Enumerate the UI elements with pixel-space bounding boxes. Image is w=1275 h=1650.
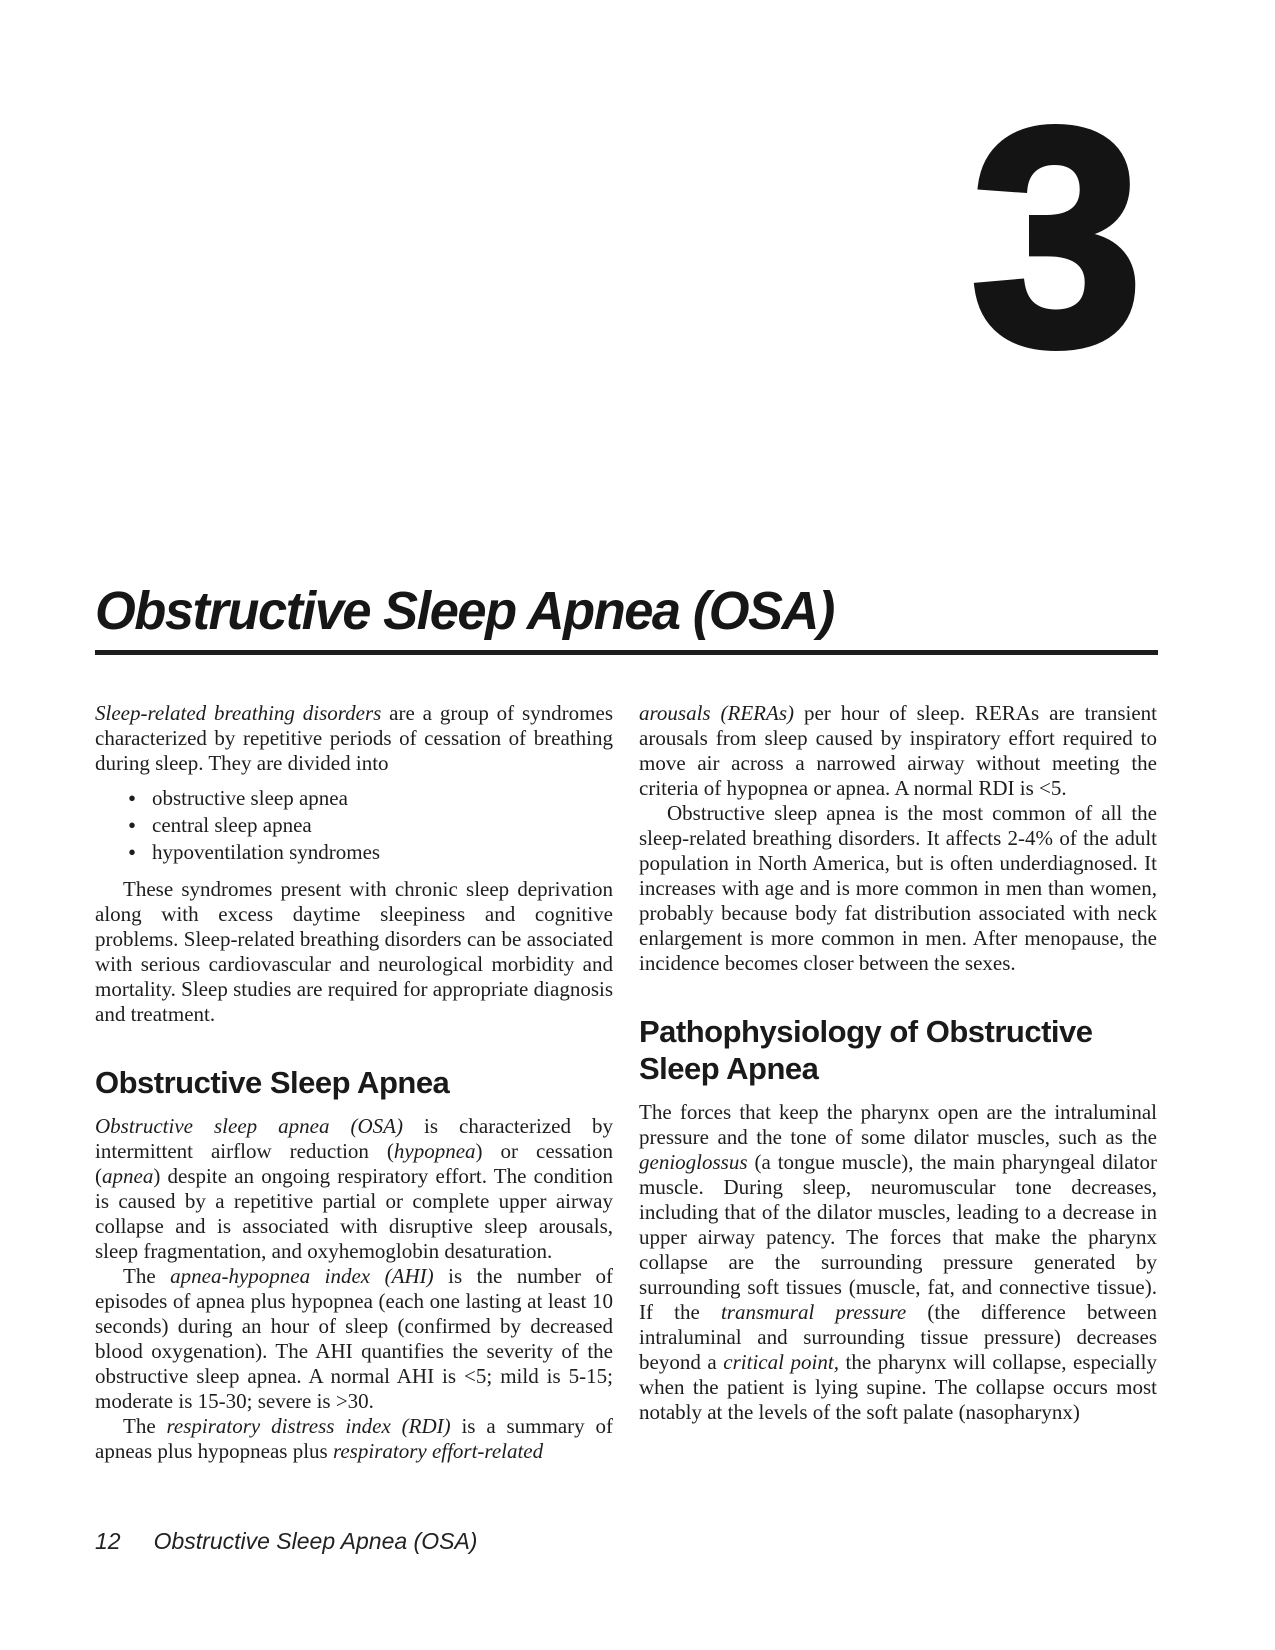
title-rule-divider [95, 650, 1158, 655]
body-paragraph: Obstructive sleep apnea is the most common of all the sleep-related breathing disorders. It affects 2-4% of the adult population in North America, but is often underdiagnosed. It increases with age and is more common in men than women, probably because body fat distribution associated with neck enlargement is more common in men. After menopause, the incidence becomes closer between the sexes. [639, 801, 1157, 975]
column-right [639, 701, 1157, 1464]
bullet-item: • obstructive sleep apnea [95, 785, 613, 812]
body-paragraph: The apnea-hypopnea index (AHI) is the number of episodes of apnea plus hypopnea (each one lasting at least 10 seconds) during an hour of sleep (confirmed by decreased blood oxygenation). The AHI quantifies the severity of the obstructive sleep apnea. A normal AHI is <5; mild is 5-15; moderate is 15-30; severe is >30. [95, 1264, 614, 1413]
footer-running-title: Obstructive Sleep Apnea (OSA) [153, 1528, 478, 1554]
body-paragraph: Sleep-related breathing disorders are a group of syndromes characterized by repetitive periods of cessation of breathing during sleep. They are divided into [95, 701, 614, 775]
body-paragraph: Obstructive sleep apnea (OSA) is characterized by intermittent airflow reduction (hypopnea) or cessation (apnea) despite an ongoing respiratory effort. The condition is caused by a repetitive partial or complete upper airway collapse and is associated with disruptive sleep arousals, sleep fragmentation, and oxyhemoglobin desaturation. [95, 1114, 613, 1263]
body-paragraph: arousals (RERAs) per hour of sleep. RERAs are transient arousals from sleep caused by inspiratory effort required to move air across a narrowed airway without meeting the criteria of hypopnea or apnea. A normal RDI is <5. [639, 701, 1157, 800]
bullet-item: • hypoventilation syndromes [95, 839, 613, 866]
body-paragraph: The forces that keep the pharynx open are the intraluminal pressure and the tone of some dilator muscles, such as the genioglossus (a tongue muscle), the main pharyngeal dilator muscle. During sleep, neuromuscular tone decreases, including that of the dilator muscles, leading to a decrease in upper airway patency. The forces that make the pharynx collapse are the surrounding pressure generated by surrounding soft tissues (muscle, fat, and connective tissue). If the transmural pressure (the difference between intraluminal and surrounding tissue pressure) decreases beyond a critical point, the pharynx will collapse, especially when the patient is lying supine. The collapse occurs most notably at the levels of the soft palate (nasopharynx) [639, 1100, 1157, 1424]
body-paragraph: The respiratory distress index (RDI) is a summary of apneas plus hypopneas plus respiratory effort-related [95, 1414, 613, 1463]
page-footer [95, 1528, 477, 1555]
body-paragraph: These syndromes present with chronic sleep deprivation along with excess daytime sleepiness and cognitive problems. Sleep-related breathing disorders can be associated with serious cardiovascular and neurological morbidity and mortality. Sleep studies are required for appropriate diagnosis and treatment. [95, 877, 613, 1026]
section-heading: Pathophysiology of Obstructive Sleep Apnea [639, 1014, 1093, 1086]
footer-page-number: 12 [95, 1528, 121, 1554]
body-columns [95, 701, 1158, 1464]
section-heading: Obstructive Sleep Apnea [95, 1065, 450, 1100]
chapter-number: 3 [970, 63, 1143, 410]
column-left [95, 701, 613, 1464]
bullet-item: • central sleep apnea [95, 812, 613, 839]
page-title: Obstructive Sleep Apnea (OSA) [95, 581, 834, 641]
bullet-list [95, 785, 613, 866]
